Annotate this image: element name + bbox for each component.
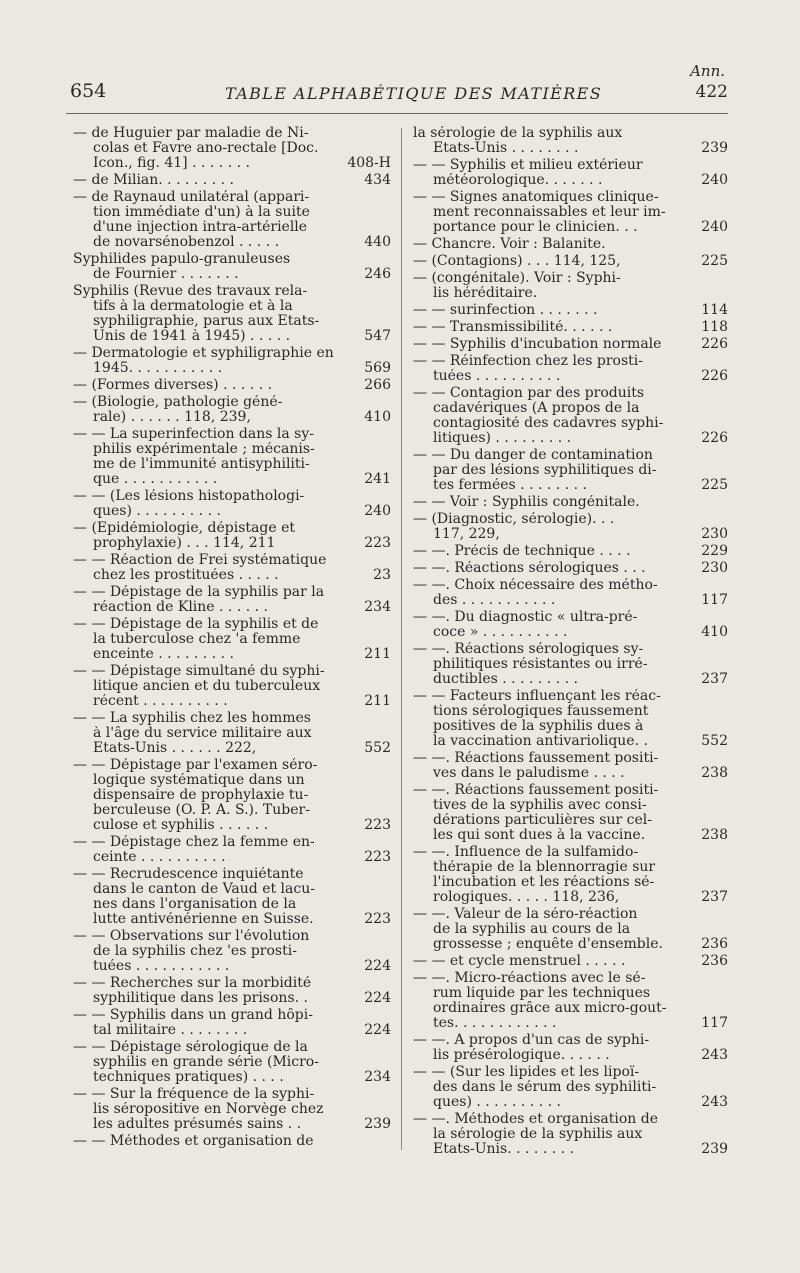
entry-line: des . . . . . . . . . . . [433, 593, 556, 608]
page-title: TABLE ALPHABÉTIQUE DES MATIÈRES [225, 84, 603, 103]
index-entry [73, 1008, 391, 1038]
entry-line: réaction de Kline . . . . . . [93, 600, 268, 615]
index-entry [413, 386, 728, 446]
entry-line: par des lésions syphilitiques di- [433, 463, 657, 478]
entry-page-ref: 223 [364, 849, 391, 865]
index-entry [413, 495, 728, 510]
entry-page-ref: 241 [364, 471, 391, 487]
entry-line: litiques) . . . . . . . . . [433, 431, 572, 446]
entry-line: lis héréditaire. [433, 286, 538, 301]
entry-page-ref: 234 [364, 1069, 391, 1085]
index-entry [73, 835, 391, 865]
index-entry [413, 783, 728, 843]
entry-line: météorologique. . . . . . . [433, 173, 603, 188]
entry-line: — — Dépistage par l'examen séro- [73, 758, 318, 773]
entry-line: — — Du danger de contamination [413, 448, 653, 463]
entry-page-ref: 440 [364, 234, 391, 250]
entry-line: Syphilis (Revue des travaux rela- [73, 284, 308, 299]
header-rule [66, 113, 728, 114]
index-entry [413, 642, 728, 687]
entry-page-ref: 225 [701, 477, 728, 493]
index-entry [73, 1040, 391, 1085]
entry-line: — de Milian. . . . . . . . . [73, 173, 234, 188]
entry-line: litique ancien et du tuberculeux [93, 679, 321, 694]
entry-line: tuées . . . . . . . . . . . [93, 959, 230, 974]
entry-page-ref: 230 [701, 526, 728, 542]
entry-line: la tuberculose chez 'a femme [93, 632, 301, 647]
entry-page-ref: 237 [701, 889, 728, 905]
page-number: 654 [70, 80, 107, 102]
index-entry [413, 689, 728, 749]
entry-line: philis expérimentale ; mécanis- [93, 442, 315, 457]
entry-page-ref: 236 [701, 936, 728, 952]
entry-line: — — Signes anatomiques clinique- [413, 190, 659, 205]
entry-page-ref: 230 [701, 560, 728, 576]
index-entry [73, 489, 391, 519]
index-entry [413, 610, 728, 640]
entry-line: — — Dépistage de la syphilis et de [73, 617, 319, 632]
entry-page-ref: 224 [364, 1022, 391, 1038]
entry-line: rologiques. . . . . 118, 236, [433, 890, 620, 905]
entry-line: — — Syphilis et milieu extérieur [413, 158, 643, 173]
entry-line: portance pour le clinicien. . . [433, 220, 638, 235]
index-entry [413, 907, 728, 952]
entry-line: — — (Les lésions histopathologi- [73, 489, 305, 504]
entry-line: philitiques résistantes ou irré- [433, 657, 648, 672]
entry-line: — — Réinfection chez les prosti- [413, 354, 643, 369]
entry-line: — de Huguier par maladie de Ni- [73, 126, 309, 141]
entry-line: prophylaxie) . . . 114, 211 [93, 536, 276, 551]
entry-page-ref: 569 [364, 360, 391, 376]
index-entry [413, 448, 728, 493]
entry-line: — Chancre. Voir : Balanite. [413, 237, 606, 252]
index-entry [73, 395, 391, 425]
entry-line: nes dans l'organisation de la [93, 897, 297, 912]
entry-page-ref: 223 [364, 817, 391, 833]
entry-line: de novarsénobenzol . . . . . [93, 235, 280, 250]
index-entry [73, 617, 391, 662]
header-range: 422 [695, 82, 728, 102]
entry-line: tal militaire . . . . . . . . [93, 1023, 248, 1038]
entry-line: dérations particulières sur cel- [433, 813, 652, 828]
entry-page-ref: 224 [364, 958, 391, 974]
entry-line: syphiligraphie, parus aux États- [93, 314, 320, 329]
entry-line: tes. . . . . . . . . . . . [433, 1016, 557, 1031]
entry-line: — —. Réactions faussement positi- [413, 783, 659, 798]
entry-line: Syphilides papulo-granuleuses [73, 252, 291, 267]
entry-line: — Dermatologie et syphiligraphie en [73, 346, 334, 361]
index-entry [73, 585, 391, 615]
entry-line: — — Réaction de Frei systématique [73, 553, 327, 568]
entry-line: — —. Méthodes et organisation de [413, 1112, 658, 1127]
entry-line: dans le canton de Vaud et lacu- [93, 882, 315, 897]
index-entry [413, 1112, 728, 1157]
entry-line: tives de la syphilis avec consi- [433, 798, 647, 813]
entry-line: — — Dépistage simultané du syphi- [73, 664, 325, 679]
entry-line: — — Dépistage sérologique de la [73, 1040, 308, 1055]
entry-line: de la syphilis au cours de la [433, 922, 631, 937]
entry-page-ref: 117 [701, 592, 728, 608]
entry-line: — —. Réactions faussement positi- [413, 751, 659, 766]
index-entry [413, 271, 728, 301]
entry-page-ref: 114 [701, 302, 728, 318]
entry-line: rum liquide par les techniques [433, 986, 651, 1001]
index-entry [413, 1065, 728, 1110]
entry-page-ref: 211 [364, 646, 391, 662]
entry-page-ref: 234 [364, 599, 391, 615]
entry-line: — — Facteurs influençant les réac- [413, 689, 661, 704]
entry-page-ref: 118 [701, 319, 728, 335]
entry-page-ref: 266 [364, 377, 391, 393]
entry-line: — — et cycle menstruel . . . . . [413, 954, 626, 969]
page-header [0, 0, 800, 120]
entry-line: ductibles . . . . . . . . . [433, 672, 578, 687]
entry-line: les qui sont dues à la vaccine. [433, 828, 646, 843]
index-entry [73, 711, 391, 756]
entry-page-ref: 240 [701, 219, 728, 235]
entry-page-ref: 236 [701, 953, 728, 969]
index-entry [73, 252, 391, 282]
entry-page-ref: 226 [701, 430, 728, 446]
entry-line: de Fournier . . . . . . . [93, 267, 239, 282]
entry-line: colas et Favre ano-rectale [Doc. [93, 141, 319, 156]
index-entry [73, 427, 391, 487]
index-entry [413, 751, 728, 781]
index-entry [73, 664, 391, 709]
entry-line: me de l'immunité antisyphiliti- [93, 457, 310, 472]
entry-line: lis séropositive en Norvège chez [93, 1102, 324, 1117]
entry-page-ref: 239 [701, 140, 728, 156]
index-entry [413, 561, 728, 576]
entry-line: — — Méthodes et organisation de [73, 1134, 314, 1149]
index-entry [73, 378, 391, 393]
left-column [73, 126, 391, 1151]
index-entry [73, 976, 391, 1006]
index-entry [413, 544, 728, 559]
entry-line: Unis de 1941 à 1945) . . . . . [93, 329, 291, 344]
index-entry [73, 1134, 391, 1149]
entry-line: tions sérologiques faussement [433, 704, 649, 719]
entry-line: lis présérologique. . . . . . [433, 1048, 610, 1063]
entry-line: ordinaires grâce aux micro-gout- [433, 1001, 667, 1016]
entry-line: tuées . . . . . . . . . . [433, 369, 561, 384]
entry-line: grossesse ; enquête d'ensemble. [433, 937, 663, 952]
entry-line: — — Sur la fréquence de la syphi- [73, 1087, 315, 1102]
index-entry [413, 1033, 728, 1063]
entry-line: — de Raynaud unilatéral (appari- [73, 190, 310, 205]
entry-line: — — Syphilis dans un grand hôpi- [73, 1008, 313, 1023]
entry-line: la vaccination antivariolique. . [433, 734, 648, 749]
entry-line: logique systématique dans un [93, 773, 305, 788]
entry-line: à l'âge du service militaire aux [93, 726, 312, 741]
entry-page-ref: 223 [364, 535, 391, 551]
entry-line: — — Syphilis d'incubation normale [413, 337, 662, 352]
index-entry [413, 237, 728, 252]
entry-line: cadavériques (A propos de la [433, 401, 640, 416]
entry-line: — (congénitale). Voir : Syphi- [413, 271, 621, 286]
index-entry [73, 867, 391, 927]
entry-line: l'incubation et les réactions sé- [433, 875, 655, 890]
entry-line: Icon., fig. 41] . . . . . . . [93, 156, 250, 171]
entry-page-ref: 408-H [347, 155, 391, 171]
entry-line: — — Dépistage chez la femme en- [73, 835, 315, 850]
index-entry [73, 126, 391, 171]
entry-line: États-Unis. . . . . . . . [433, 1142, 574, 1157]
entry-line: lutte antivénérienne en Suisse. [93, 912, 314, 927]
entry-page-ref: 226 [701, 368, 728, 384]
entry-line: — — La superinfection dans la sy- [73, 427, 314, 442]
index-entry [413, 971, 728, 1031]
entry-page-ref: 240 [701, 172, 728, 188]
entry-line: — (Biologie, pathologie géné- [73, 395, 283, 410]
entry-line: positives de la syphilis dues à [433, 719, 644, 734]
index-entry [73, 173, 391, 188]
entry-line: — —. A propos d'un cas de syphi- [413, 1033, 650, 1048]
entry-line: ment reconnaissables et leur im- [433, 205, 666, 220]
entry-page-ref: 434 [364, 172, 391, 188]
entry-page-ref: 239 [701, 1141, 728, 1157]
entry-page-ref: 243 [701, 1094, 728, 1110]
index-entry [73, 346, 391, 376]
entry-line: enceinte . . . . . . . . . [93, 647, 234, 662]
index-entry [413, 845, 728, 905]
entry-page-ref: 547 [364, 328, 391, 344]
index-entry [413, 354, 728, 384]
entry-line: contagiosité des cadavres syphi- [433, 416, 664, 431]
entry-line: tes fermées . . . . . . . . [433, 478, 587, 493]
entry-line: que . . . . . . . . . . . [93, 472, 218, 487]
entry-line: thérapie de la blennorragie sur [433, 860, 656, 875]
entry-line: ves dans le paludisme . . . . [433, 766, 625, 781]
index-entry [413, 303, 728, 318]
entry-line: — —. Valeur de la séro-réaction [413, 907, 638, 922]
index-entry [73, 1087, 391, 1132]
index-entry [73, 553, 391, 583]
index-entry [413, 320, 728, 335]
entry-line: — — Contagion par des produits [413, 386, 645, 401]
entry-page-ref: 552 [364, 740, 391, 756]
entry-line: — (Épidémiologie, dépistage et [73, 521, 295, 536]
index-entry [73, 521, 391, 551]
entry-line: — (Diagnostic, sérologie). . . [413, 512, 615, 527]
right-column [413, 126, 728, 1159]
entry-line: des dans le sérum des syphiliti- [433, 1080, 657, 1095]
header-ann: Ann. [690, 62, 725, 80]
entry-line: — — Recrudescence inquiétante [73, 867, 304, 882]
entry-line: — — Dépistage de la syphilis par la [73, 585, 325, 600]
index-entry [413, 254, 728, 269]
entry-line: 117, 229, [433, 527, 500, 542]
entry-line: dispensaire de prophylaxie tu- [93, 788, 309, 803]
index-entry [73, 758, 391, 833]
entry-line: — — Transmissibilité. . . . . . [413, 320, 613, 335]
entry-page-ref: 238 [701, 765, 728, 781]
entry-line: — —. Choix nécessaire des métho- [413, 578, 658, 593]
entry-line: ques) . . . . . . . . . . [93, 504, 221, 519]
entry-line: tifs à la dermatologie et à la [93, 299, 293, 314]
entry-line: syphilis en grande série (Micro- [93, 1055, 319, 1070]
index-entry [73, 284, 391, 344]
entry-line: techniques pratiques) . . . . [93, 1070, 284, 1085]
entry-line: — (Contagions) . . . 114, 125, [413, 254, 621, 269]
entry-page-ref: 23 [373, 567, 391, 583]
entry-page-ref: 117 [701, 1015, 728, 1031]
entry-line: récent . . . . . . . . . . [93, 694, 228, 709]
entry-line: la sérologie de la syphilis aux [433, 1127, 643, 1142]
index-entry [413, 337, 728, 352]
entry-line: — —. Réactions sérologiques . . . [413, 561, 646, 576]
entry-line: — —. Précis de technique . . . . [413, 544, 631, 559]
index-entry [413, 190, 728, 235]
entry-line: — —. Micro-réactions avec le sé- [413, 971, 646, 986]
index-entry [413, 512, 728, 542]
entry-line: d'une injection intra-artérielle [93, 220, 308, 235]
entry-line: ceinte . . . . . . . . . . [93, 850, 226, 865]
entry-page-ref: 246 [364, 266, 391, 282]
entry-page-ref: 240 [364, 503, 391, 519]
entry-page-ref: 410 [364, 409, 391, 425]
entry-line: 1945. . . . . . . . . . . [93, 361, 223, 376]
entry-line: — —. Influence de la sulfamido- [413, 845, 639, 860]
index-entry [413, 954, 728, 969]
index-entry [413, 158, 728, 188]
entry-line: rale) . . . . . . 118, 239, [93, 410, 251, 425]
entry-line: syphilitique dans les prisons. . [93, 991, 308, 1006]
entry-line: la sérologie de la syphilis aux [413, 126, 623, 141]
entry-line: — (Formes diverses) . . . . . . [73, 378, 273, 393]
index-entry [73, 190, 391, 250]
entry-line: États-Unis . . . . . . . . [433, 141, 579, 156]
entry-line: — — La syphilis chez les hommes [73, 711, 311, 726]
entry-page-ref: 226 [701, 336, 728, 352]
entry-page-ref: 410 [701, 624, 728, 640]
entry-page-ref: 243 [701, 1047, 728, 1063]
entry-line: les adultes présumés sains . . [93, 1117, 302, 1132]
entry-line: berculeuse (O. P. A. S.). Tuber- [93, 803, 310, 818]
index-entry [413, 126, 728, 156]
entry-line: coce » . . . . . . . . . . [433, 625, 568, 640]
entry-page-ref: 239 [364, 1116, 391, 1132]
entry-line: de la syphilis chez 'es prosti- [93, 944, 297, 959]
entry-line: — — surinfection . . . . . . . [413, 303, 598, 318]
entry-line: — — Voir : Syphilis congénitale. [413, 495, 640, 510]
entry-page-ref: 224 [364, 990, 391, 1006]
index-entry [73, 929, 391, 974]
entry-page-ref: 229 [701, 543, 728, 559]
index-entry [413, 578, 728, 608]
entry-line: — —. Réactions sérologiques sy- [413, 642, 644, 657]
entry-line: — — (Sur les lipides et les lipoï- [413, 1065, 640, 1080]
entry-line: chez les prostituées . . . . . [93, 568, 279, 583]
entry-line: culose et syphilis . . . . . . [93, 818, 269, 833]
entry-line: tion immédiate d'un) à la suite [93, 205, 310, 220]
entry-line: — —. Du diagnostic « ultra-pré- [413, 610, 638, 625]
column-divider [401, 128, 402, 1150]
entry-page-ref: 552 [701, 733, 728, 749]
entry-page-ref: 237 [701, 671, 728, 687]
entry-line: — — Recherches sur la morbidité [73, 976, 312, 991]
entry-page-ref: 211 [364, 693, 391, 709]
entry-page-ref: 225 [701, 253, 728, 269]
entry-line: — — Observations sur l'évolution [73, 929, 310, 944]
entry-line: ques) . . . . . . . . . . [433, 1095, 561, 1110]
entry-page-ref: 238 [701, 827, 728, 843]
entry-line: États-Unis . . . . . . 222, [93, 741, 257, 756]
entry-page-ref: 223 [364, 911, 391, 927]
